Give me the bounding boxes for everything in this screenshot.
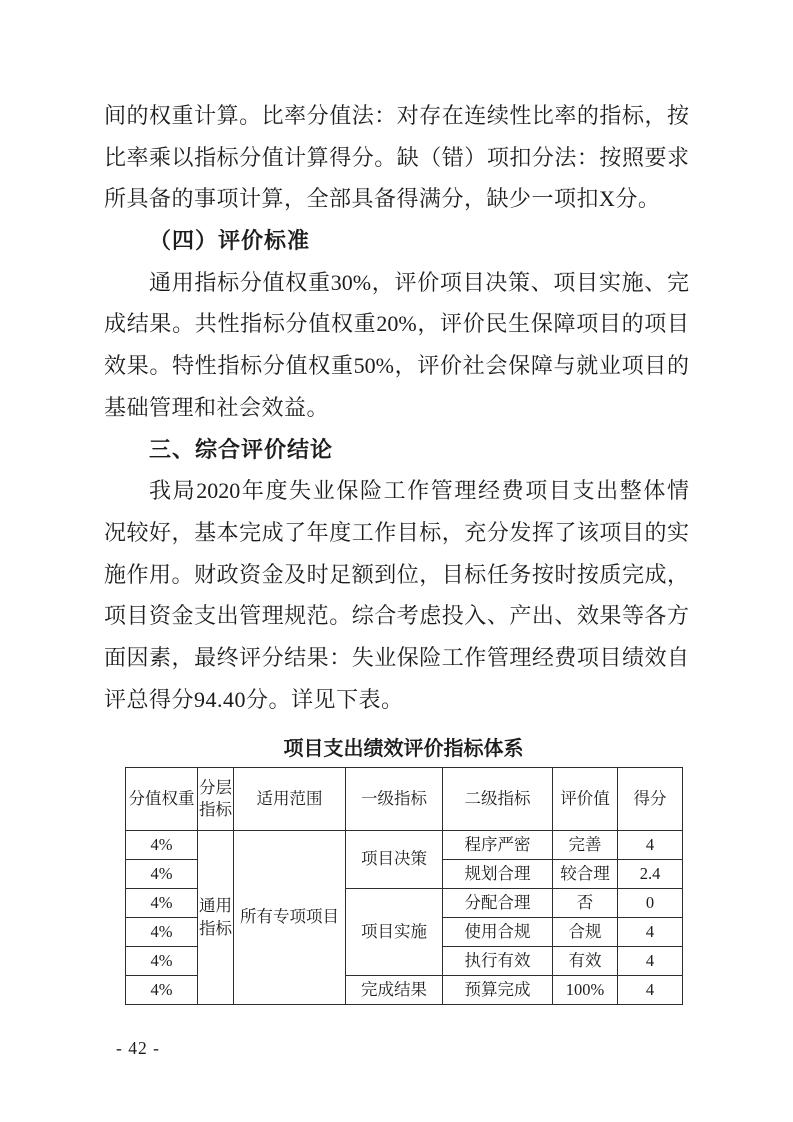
paragraph-line: 通用指标分值权重30%，评价项目决策、项目实施、完 (149, 269, 689, 295)
paragraph-line: 施作用。财政资金及时足额到位，目标任务按时按质完成， (104, 561, 689, 587)
table-title: 项目支出绩效评价指标体系 (283, 738, 524, 760)
cell-value: 100% (553, 976, 618, 1005)
cell-score: 4 (618, 976, 683, 1005)
cell-level2: 规划合理 (443, 860, 553, 889)
body-text (104, 95, 689, 720)
cell-score: 0 (618, 889, 683, 918)
header-weight: 分值权重 (126, 768, 198, 831)
cell-score: 2.4 (618, 860, 683, 889)
cell-weight: 4% (126, 918, 198, 947)
cell-value: 较合理 (553, 860, 618, 889)
cell-level2: 分配合理 (443, 889, 553, 918)
cell-level2: 使用合规 (443, 918, 553, 947)
cell-score: 4 (618, 918, 683, 947)
cell-weight: 4% (126, 976, 198, 1005)
cell-level1-completion: 完成结果 (346, 976, 443, 1005)
cell-level1-implementation: 项目实施 (346, 889, 443, 976)
section-heading-4: （四）评价标准 (149, 228, 311, 254)
cell-scope: 所有专项项目 (234, 831, 346, 1005)
paragraph-line: 所具备的事项计算，全部具备得满分，缺少一项扣X分。 (104, 186, 661, 212)
paragraph-line: 基础管理和社会效益。 (104, 394, 330, 420)
cell-level2: 执行有效 (443, 947, 553, 976)
header-score: 得分 (618, 768, 683, 831)
header-evaluation-value: 评价值 (553, 768, 618, 831)
paragraph-line: 项目资金支出管理规范。综合考虑投入、产出、效果等各方 (104, 603, 689, 629)
paragraph-line: 比率乘以指标分值计算得分。缺（错）项扣分法：按照要求 (104, 144, 689, 170)
cell-value: 完善 (553, 831, 618, 860)
section-heading-3: 三、综合评价结论 (149, 436, 334, 462)
cell-level1-decision: 项目决策 (346, 831, 443, 889)
paragraph-line: 成结果。共性指标分值权重20%，评价民生保障项目的项目 (104, 311, 689, 337)
cell-value: 合规 (553, 918, 618, 947)
cell-weight: 4% (126, 860, 198, 889)
page-number: - 42 - (116, 1038, 160, 1058)
cell-value: 有效 (553, 947, 618, 976)
paragraph-line: 效果。特性指标分值权重50%，评价社会保障与就业项目的 (104, 353, 689, 379)
cell-level2: 程序严密 (443, 831, 553, 860)
paragraph-line: 面因素，最终评分结果：失业保险工作管理经费项目绩效自 (104, 644, 689, 670)
indicator-table (125, 767, 683, 1005)
table-row (126, 831, 683, 860)
cell-weight: 4% (126, 947, 198, 976)
paragraph-line: 况较好，基本完成了年度工作目标，充分发挥了该项目的实 (104, 519, 689, 545)
cell-weight: 4% (126, 889, 198, 918)
cell-layer-indicator: 通用指标 (198, 831, 234, 1005)
header-layer-indicator: 分层指标 (198, 768, 234, 831)
cell-score: 4 (618, 831, 683, 860)
header-scope: 适用范围 (234, 768, 346, 831)
paragraph-line: 我局2020年度失业保险工作管理经费项目支出整体情 (149, 478, 689, 504)
cell-value: 否 (553, 889, 618, 918)
cell-level2: 预算完成 (443, 976, 553, 1005)
table-header-row (126, 768, 683, 831)
cell-weight: 4% (126, 831, 198, 860)
header-level2-indicator: 二级指标 (443, 768, 553, 831)
paragraph-line: 间的权重计算。比率分值法：对存在连续性比率的指标，按 (104, 103, 689, 128)
cell-score: 4 (618, 947, 683, 976)
paragraph-line: 评总得分94.40分。详见下表。 (104, 686, 404, 712)
header-level1-indicator: 一级指标 (346, 768, 443, 831)
